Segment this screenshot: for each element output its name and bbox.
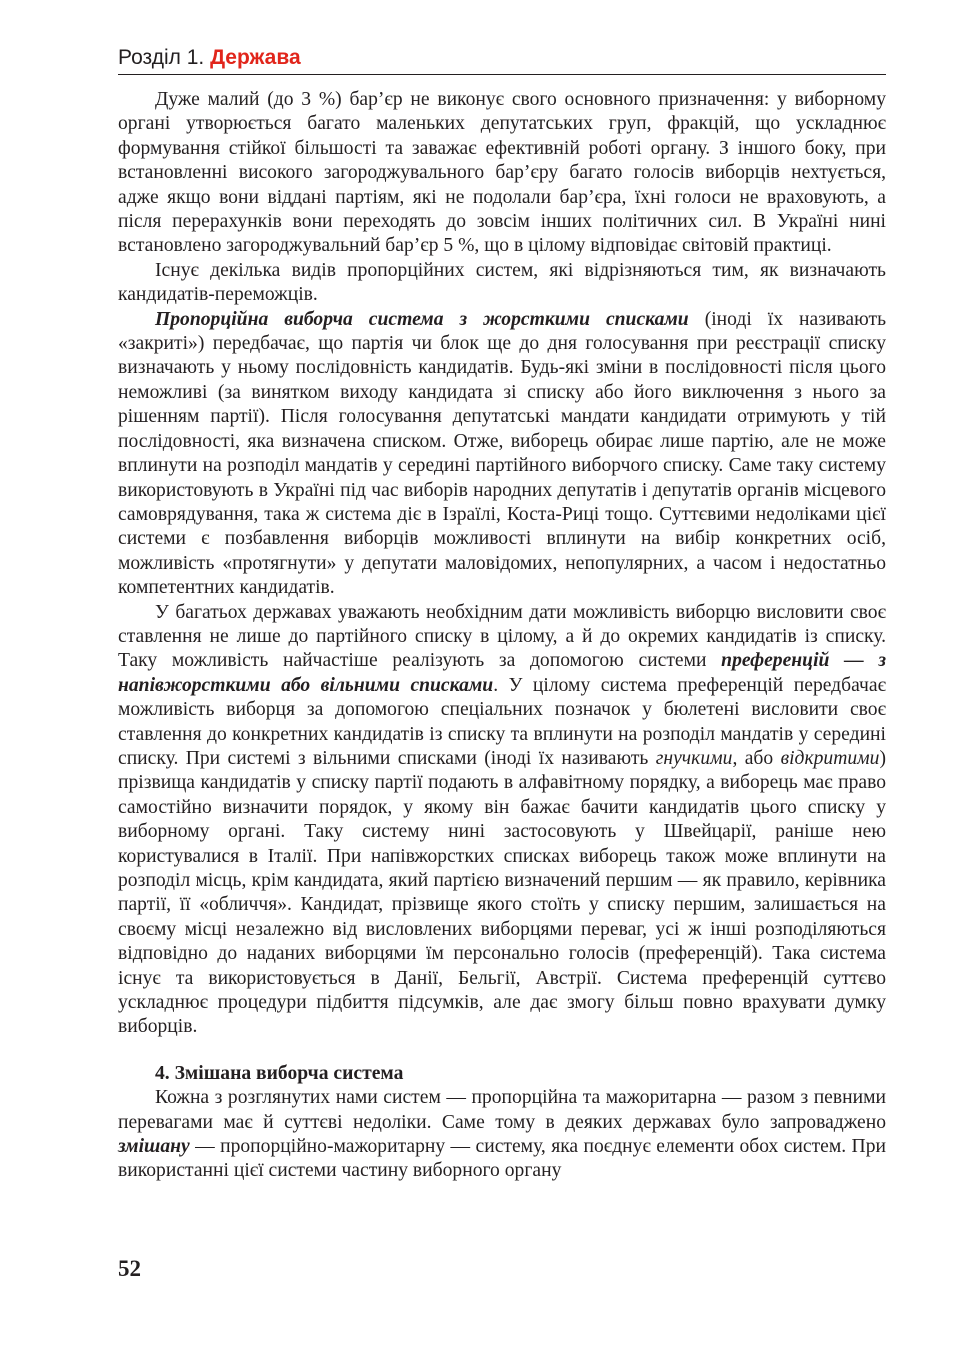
paragraph-preferences (118, 601, 886, 1040)
term-flexible: гнучкими (655, 747, 733, 769)
paragraph-closed-lists (118, 308, 886, 601)
paragraph-text: Існує декілька видів пропорційних систем, які відрізняються тим, як визначають кандидатів-переможців. (118, 259, 886, 306)
paragraph-types (118, 259, 886, 308)
chapter-number: Розділ 1. (118, 46, 205, 69)
paragraph-text: , або (732, 747, 781, 769)
paragraph-text: Кожна з розглянутих нами систем — пропорційна та мажоритарна — разом з певними перевагами має й суттєві недоліки. Саме тому в деяких державах було запроваджено (118, 1087, 886, 1133)
paragraph-text: ) прізвища кандидатів у списку партії подають в алфавітному порядку, а виборець має право самостійно визначити порядок, у якому він бажає бачити кандидатів цього списку у виборному органі. Таку систему нині застосовують у Швейцарії, раніше нею користувалися в Італії. При напівжорстких списках виборець також може вплинути на розподіл місць, крім кандидата, який партією визначений першим — як правило, керівника партії, її «обличчя». Кандидат, прізвище якого стоїть у списку першим, залишається на своєму місці незалежно від висловлених виборцями переваг, усі ж інші розподіляються відповідно до наданих виборцями їм персонально голосів (преференцій). Така система існує та використовується в Данії, Бельгії, Австрії. Система преференцій суттєво ускладнює процедури підбиття підсумків, але дає змогу більш повно врахувати думку виборців. (118, 747, 886, 1038)
body-text (118, 88, 886, 1184)
chapter-title: Держава (210, 46, 301, 69)
paragraph-text: Дуже малий (до 3 %) бар’єр не виконує свого основного призначення: у виборному органі утворюється багато маленьких депутатських груп, фракцій, що ускладнює формування стійкої більшості та заважає ефективній роботі органу. З іншого боку, при встановленні високого загороджувального бар’єру багато голосів виборців нехтується, адже якщо вони віддані партіям, які не подолали бар’єра, їхні голоси не враховують, а після перерахунків вони переходять до зовсім інших політичних сил. В Україні нині встановлено загороджувальний бар’єр 5 %, що в цілому відповідає світовій практиці. (118, 89, 886, 257)
term-closed-lists: Пропорційна виборча система з жорсткими списками (155, 308, 689, 330)
paragraph-text: (іноді їх називають «закриті») передбачає, що партія чи блок ще до дня голосування при реєстрації списку визначають у ньому послідовність кандидатів. Будь-які зміни в послідовності після цього неможливі (за винятком виходу кандидата зі списку або його виключення з нього за рішенням партії). Після голосування депутатські мандати кандидати отримують у тій послідовності, яка визначена списком. Отже, виборець обирає лише партію, але не може вплинути на розподіл мандатів у середині партійного виборчого списку. Саме таку систему використовують в Україні під час виборів народних депутатів і депутатів органів місцевого самоврядування, така ж система діє в Ізраїлі, Коста-Риці тощо. Суттєвими недоліками цієї системи є позбавлення виборців можливості вплинути на вибір конкретних осіб, можливість «протягнути» у депутати маловідомих, непопулярних, а часом і недостатньо компетентних кандидатів. (118, 308, 886, 599)
paragraph-text: У багатьох державах уважають необхідним дати можливість виборцю висловити своє ставлення не лише до партійного списку в цілому, а й до окремих кандидатів із списку. Таку можливість найчастіше реалізують за допомогою системи (118, 601, 886, 672)
paragraph-mixed-system (118, 1086, 886, 1184)
paragraph-text: — пропорційно-мажоритарну — систему, яка поєднує елементи обох систем. При використанні цієї системи частину виборного органу (118, 1136, 886, 1182)
term-open: відкритими (780, 747, 880, 769)
term-preferences: преференцій — з напівжорсткими або вільними списками (118, 650, 886, 696)
running-head (118, 44, 886, 75)
paragraph-text: . У цілому система преференцій передбачає можливість виборця за допомогою спеціальних позначок у бюлетені висловити своє ставлення до конкретних кандидатів із списку та вплинути на розподіл мандатів у середині списку. При системі з вільними списками (іноді їх називають (118, 674, 886, 769)
page-body (118, 88, 886, 1184)
term-mixed: змішану (118, 1136, 190, 1158)
section-heading: 4. Змішана виборча система (155, 1062, 404, 1084)
paragraph-barrier (118, 88, 886, 259)
page-number: 52 (118, 1256, 141, 1281)
